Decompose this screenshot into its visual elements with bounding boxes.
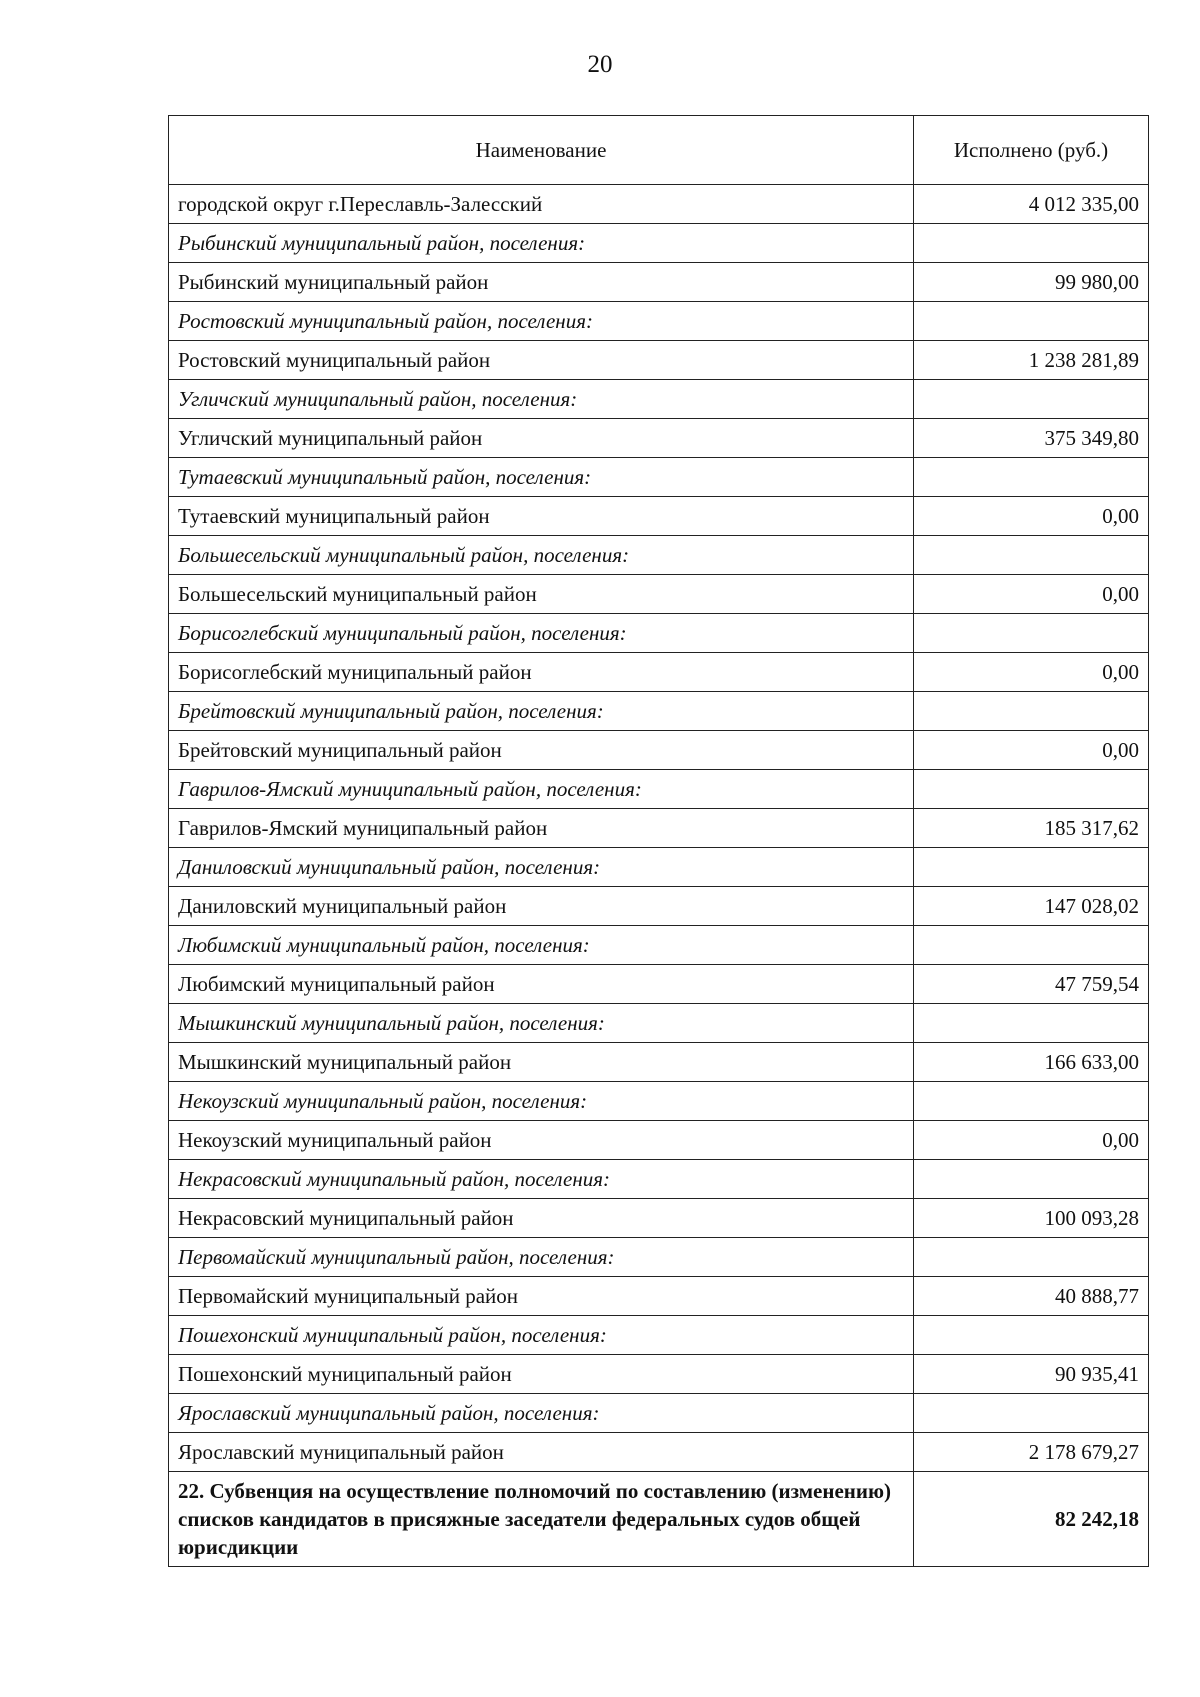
row-name: Некоузский муниципальный район: [169, 1121, 914, 1160]
row-name: Ростовский муниципальный район, поселения:: [169, 302, 914, 341]
column-header-amount: Исполнено (руб.): [914, 116, 1149, 185]
table-row-group: [169, 1004, 1149, 1043]
row-name: Некрасовский муниципальный район, поселения:: [169, 1160, 914, 1199]
row-amount: [914, 380, 1149, 419]
row-amount: [914, 1082, 1149, 1121]
row-name: Мышкинский муниципальный район, поселения:: [169, 1004, 914, 1043]
row-amount: [914, 692, 1149, 731]
table-row-group: [169, 458, 1149, 497]
row-amount: 47 759,54: [914, 965, 1149, 1004]
row-name: Угличский муниципальный район: [169, 419, 914, 458]
row-amount: [914, 1160, 1149, 1199]
row-name: Любимский муниципальный район: [169, 965, 914, 1004]
table-row: [169, 1121, 1149, 1160]
row-amount: [914, 1004, 1149, 1043]
table-header-row: [169, 116, 1149, 185]
row-amount: [914, 458, 1149, 497]
table-row: [169, 965, 1149, 1004]
row-name: Пошехонский муниципальный район, поселения:: [169, 1316, 914, 1355]
row-amount: 185 317,62: [914, 809, 1149, 848]
table-row-group: [169, 692, 1149, 731]
table-row: [169, 653, 1149, 692]
row-name: Ярославский муниципальный район, поселения:: [169, 1394, 914, 1433]
row-name: Гаврилов-Ямский муниципальный район: [169, 809, 914, 848]
row-amount: [914, 302, 1149, 341]
table-row: [169, 185, 1149, 224]
table-row-group: [169, 1238, 1149, 1277]
table-row-group: [169, 1316, 1149, 1355]
table-row-group: [169, 1160, 1149, 1199]
row-amount: 166 633,00: [914, 1043, 1149, 1082]
table-row-group: [169, 1394, 1149, 1433]
row-amount: [914, 224, 1149, 263]
report-body: [169, 185, 1149, 1567]
row-name: Ярославский муниципальный район: [169, 1433, 914, 1472]
table-row: [169, 263, 1149, 302]
report-table: [168, 115, 1149, 1567]
row-name: Некоузский муниципальный район, поселения:: [169, 1082, 914, 1121]
row-name: Некрасовский муниципальный район: [169, 1199, 914, 1238]
table-row-group: [169, 926, 1149, 965]
row-name: Мышкинский муниципальный район: [169, 1043, 914, 1082]
row-amount: [914, 848, 1149, 887]
row-name: Борисоглебский муниципальный район: [169, 653, 914, 692]
table-row-group: [169, 302, 1149, 341]
table-row-total: [169, 1472, 1149, 1567]
row-amount: 40 888,77: [914, 1277, 1149, 1316]
row-amount: 82 242,18: [914, 1472, 1149, 1567]
row-name: Рыбинский муниципальный район, поселения:: [169, 224, 914, 263]
row-name: Тутаевский муниципальный район: [169, 497, 914, 536]
row-amount: [914, 1316, 1149, 1355]
row-amount: 4 012 335,00: [914, 185, 1149, 224]
table-row: [169, 1199, 1149, 1238]
table-row: [169, 419, 1149, 458]
table-row: [169, 497, 1149, 536]
row-name: Брейтовский муниципальный район, поселения:: [169, 692, 914, 731]
row-name: Брейтовский муниципальный район: [169, 731, 914, 770]
table-row-group: [169, 614, 1149, 653]
row-name: Большесельский муниципальный район: [169, 575, 914, 614]
row-amount: 0,00: [914, 1121, 1149, 1160]
row-name: Тутаевский муниципальный район, поселения:: [169, 458, 914, 497]
row-amount: 2 178 679,27: [914, 1433, 1149, 1472]
row-amount: [914, 1238, 1149, 1277]
row-amount: 100 093,28: [914, 1199, 1149, 1238]
page-number: 20: [587, 51, 613, 78]
table-row-group: [169, 1082, 1149, 1121]
row-name: городской округ г.Переславль-Залесский: [169, 185, 914, 224]
row-name: Пошехонский муниципальный район: [169, 1355, 914, 1394]
row-amount: 147 028,02: [914, 887, 1149, 926]
column-header-name: Наименование: [169, 116, 914, 185]
row-name: Даниловский муниципальный район: [169, 887, 914, 926]
row-amount: 375 349,80: [914, 419, 1149, 458]
row-name: Гаврилов-Ямский муниципальный район, поселения:: [169, 770, 914, 809]
table-row: [169, 1433, 1149, 1472]
row-name: Ростовский муниципальный район: [169, 341, 914, 380]
table-row: [169, 1277, 1149, 1316]
row-amount: [914, 770, 1149, 809]
row-amount: [914, 926, 1149, 965]
row-name: 22. Субвенция на осуществление полномочий по составлению (изменению) списков кандидатов в присяжные заседатели федеральных судов общей юрисдикции: [169, 1472, 914, 1567]
table-row-group: [169, 380, 1149, 419]
row-amount: 1 238 281,89: [914, 341, 1149, 380]
row-amount: [914, 1394, 1149, 1433]
row-amount: 90 935,41: [914, 1355, 1149, 1394]
row-amount: 0,00: [914, 653, 1149, 692]
table-row: [169, 341, 1149, 380]
row-name: Борисоглебский муниципальный район, поселения:: [169, 614, 914, 653]
row-name: Первомайский муниципальный район, поселения:: [169, 1238, 914, 1277]
row-amount: [914, 536, 1149, 575]
table-row-group: [169, 536, 1149, 575]
row-name: Большесельский муниципальный район, поселения:: [169, 536, 914, 575]
table-row-group: [169, 224, 1149, 263]
row-name: Рыбинский муниципальный район: [169, 263, 914, 302]
table-row: [169, 1355, 1149, 1394]
table-row-group: [169, 848, 1149, 887]
row-amount: 0,00: [914, 575, 1149, 614]
row-amount: [914, 614, 1149, 653]
row-amount: 0,00: [914, 731, 1149, 770]
table-row: [169, 887, 1149, 926]
table-row: [169, 731, 1149, 770]
table-row: [169, 1043, 1149, 1082]
table-row: [169, 809, 1149, 848]
table-row-group: [169, 770, 1149, 809]
row-name: Любимский муниципальный район, поселения:: [169, 926, 914, 965]
row-name: Первомайский муниципальный район: [169, 1277, 914, 1316]
row-name: Угличский муниципальный район, поселения:: [169, 380, 914, 419]
table-row: [169, 575, 1149, 614]
row-amount: 0,00: [914, 497, 1149, 536]
row-name: Даниловский муниципальный район, поселения:: [169, 848, 914, 887]
row-amount: 99 980,00: [914, 263, 1149, 302]
